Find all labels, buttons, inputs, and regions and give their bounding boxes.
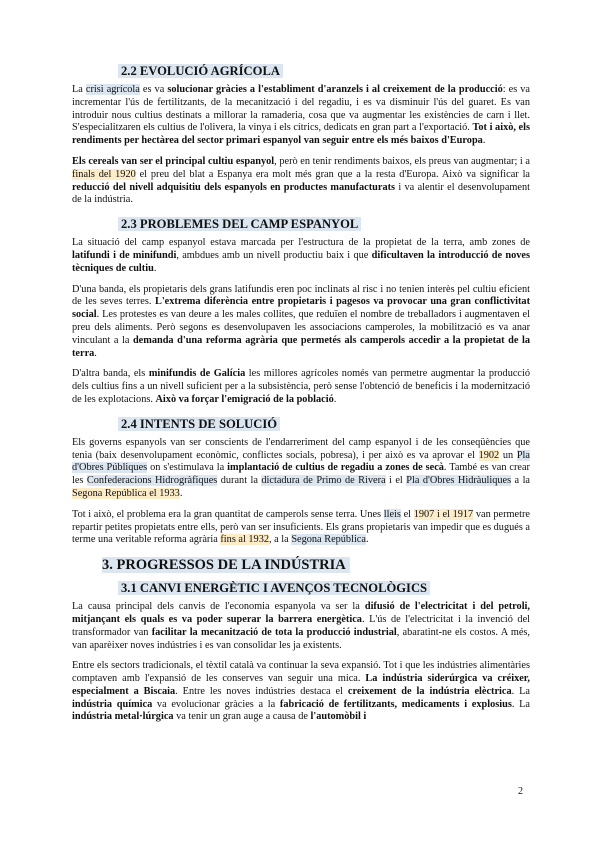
bold-text: creixement de la indústria elèctrica <box>347 685 512 697</box>
text-run: La causa principal dels canvis de l'economia espanyola va ser la <box>72 601 365 613</box>
bold-text: difusió de l'electricitat i del petroli, mitjançant els quals es va poder superar la barrera energètica <box>72 601 530 625</box>
text-run: , ambdues amb un nivell productiu baix i que <box>176 249 372 261</box>
text-run: D'una banda, els propietaris dels grans latifundis eren poc inclinats al risc i no tenien interès pel cultiu eficient de les seves terres. <box>72 283 530 308</box>
text-run: . <box>94 347 97 359</box>
text-run: un <box>499 449 517 461</box>
highlighted-text: crisi agrícola <box>85 84 140 95</box>
text-run: van permetre repartir petites propietats entre ells, però van ser insuficients. Els grans propietaris van impedir que es dugués a terme una veritable reforma agrària <box>72 508 530 546</box>
bold-text: dificultaven la introducció de noves tècniques de cultiu <box>72 249 530 274</box>
bold-text: indústria química <box>72 698 153 710</box>
bold-text: indústria metal·lúrgica <box>72 711 174 723</box>
bold-text: minifundis de Galícia <box>148 368 246 380</box>
text-run: i el <box>385 475 407 487</box>
highlighted-text: Pla d'Obres Hidràuliques <box>406 475 512 487</box>
paragraph <box>72 601 530 652</box>
text-run: . L'ús de l'electricitat i la invenció del transformador van <box>72 613 530 638</box>
text-run: . També es van crear les <box>72 462 530 487</box>
text-run: La <box>72 84 86 95</box>
text-run: va evolucionar gràcies a la <box>152 698 280 710</box>
text-run: les millores agrícoles només van permetre augmentar la producció dels cultius fins a un nivell suficient per a la subsistència, però sense l'obtenció de beneficis i la modernització de les explotacions. <box>72 368 530 405</box>
text-run: on s'estimulava la <box>147 462 228 474</box>
heading-problemes-camp: 2.3 PROBLEMES DEL CAMP ESPANYOL <box>72 215 530 233</box>
text-run: . <box>482 135 486 147</box>
heading-intents-solucio: 2.4 INTENTS DE SOLUCIÓ <box>72 415 530 433</box>
heading-progressos-industria: 3. PROGRESSOS DE LA INDÚSTRIA <box>72 555 530 575</box>
paragraph <box>72 437 530 501</box>
highlighted-text: Segona República <box>291 534 366 546</box>
text-run: Tot i això, el problema era la gran quantitat de camperols sense terra. Unes <box>72 508 384 520</box>
bold-text: demanda d'una reforma agrària que permetés als camperols accedir a la propietat de la terra <box>72 334 530 359</box>
paragraph <box>72 509 530 547</box>
text-run: a la <box>511 475 530 487</box>
text-run: . <box>365 534 369 546</box>
text-run: . Entre les noves indústries destaca el <box>175 685 348 697</box>
text-run: . La <box>511 698 530 710</box>
paragraph <box>72 660 530 724</box>
highlighted-text: Confederacions Hidrogràfiques <box>86 475 218 487</box>
text-run: . La <box>511 685 530 697</box>
heading-evolucio-agricola: 2.2 EVOLUCIÓ AGRÍCOLA <box>72 62 530 80</box>
bold-text: Els cereals van ser el principal cultiu espanyol <box>72 155 275 167</box>
highlighted-text: 1902 <box>478 449 500 461</box>
text-run: . <box>179 487 183 499</box>
heading-canvi-energetic: 3.1 CANVI ENERGÈTIC I AVENÇOS TECNOLÒGICS <box>72 579 530 597</box>
highlighted-text: fins al 1932 <box>220 534 269 546</box>
paragraph <box>72 284 530 361</box>
text-run: , abaratint-ne els costos. A més, van aparèixer noves indústries i es van consolidar les ja existents. <box>72 626 530 651</box>
paragraph <box>72 84 530 148</box>
bold-text: Això va forçar l'emigració de la població <box>155 393 334 405</box>
bold-text: latifundi i de minifundi <box>72 249 177 261</box>
text-run: La situació del camp espanyol estava marcada per l'estructura de la propietat de la terra, amb zones de <box>72 237 530 249</box>
text-run: Els governs espanyols van ser conscients de l'endarreriment del camp espanyol i de les conseqüències que tenia (baix desenvolupament econòmic, conflictes socials, pobresa), i per això es va aprovar el <box>72 436 530 461</box>
text-run: durant la <box>217 475 262 487</box>
text-run: : es va incrementar l'ús de fertilitzants, de la mecanització i del regadiu, i es va disminuir l'ús del guaret. Es van introduir nous cultius destinats a millorar la ramaderia, cosa que va augmentar les existències de carn i llet. S'especialitzaren els cultius de l'olivera, la vinya i els cítrics, dedicats en gran part a l'exportació. <box>72 84 530 134</box>
highlighted-text: lleis <box>383 508 401 520</box>
text-run: va tenir un gran auge a causa de <box>173 711 311 723</box>
bold-text: reducció del nivell adquisitiu dels espanyols en productes manufacturats <box>72 181 396 193</box>
bold-text: facilitar la mecanització de tota la producció industrial <box>151 626 397 638</box>
highlighted-text: dictadura de Primo de Rivera <box>261 475 386 487</box>
highlighted-text: 1907 i el 1917 <box>413 508 474 520</box>
bold-text: implantació de cultius de regadiu a zones de secà <box>227 462 444 474</box>
paragraph <box>72 156 530 207</box>
text-run: es va <box>139 84 168 95</box>
text-run: . <box>333 393 337 405</box>
bold-text: L'extrema diferència entre propietaris i pagesos va provocar una gran conflictivitat social <box>72 296 531 321</box>
bold-text: l'automòbil i <box>310 711 367 723</box>
highlighted-text: Pla d'Obres Públiques <box>72 449 530 474</box>
paragraph <box>72 237 530 275</box>
text-run: . Les protestes es van deure a les males collites, que reduïen el nombre de treballadors i augmentaven el preu dels aliments. Però segons es desenvolupaven les associacions camperoles, la mobilització es va anar vinculant a la <box>72 309 530 346</box>
bold-text: solucionar gràcies a l'establiment d'aranzels i al creixement de la producció <box>167 84 503 95</box>
text-run: i va alentir el desenvolupament de la indústria. <box>72 181 530 206</box>
text-run: , a la <box>269 534 292 546</box>
page-number: 2 <box>518 786 523 797</box>
text-run: D'altra banda, els <box>72 368 149 380</box>
highlighted-text: finals del 1920 <box>72 168 136 180</box>
bold-text: fabricació de fertilitzants, medicaments i explosius <box>279 698 512 710</box>
highlighted-text: Segona República el 1933 <box>72 487 180 499</box>
text-run: el <box>400 508 414 520</box>
text-run: el preu del blat a Espanya era molt més gran que a la resta d'Europa. Això va significar la <box>135 168 531 180</box>
bold-text: La indústria siderúrgica va créixer, especialment a Biscaia <box>72 673 531 697</box>
text-run: , però en tenir rendiments baixos, els preus van augmentar; i a <box>274 155 530 167</box>
document-page <box>72 62 530 732</box>
bold-text: Tot i això, els rendiments per hectàrea del sector primari espanyol van seguir entre els més baixos d'Europa <box>72 122 530 147</box>
text-run: . <box>153 262 157 274</box>
paragraph <box>72 368 530 406</box>
text-run: Entre els sectors tradicionals, el tèxtil català va continuar la seva expansió. Tot i que les indústries alimentàries comptaven amb l'expansió de les conserves van seguir una mica. <box>72 660 530 685</box>
